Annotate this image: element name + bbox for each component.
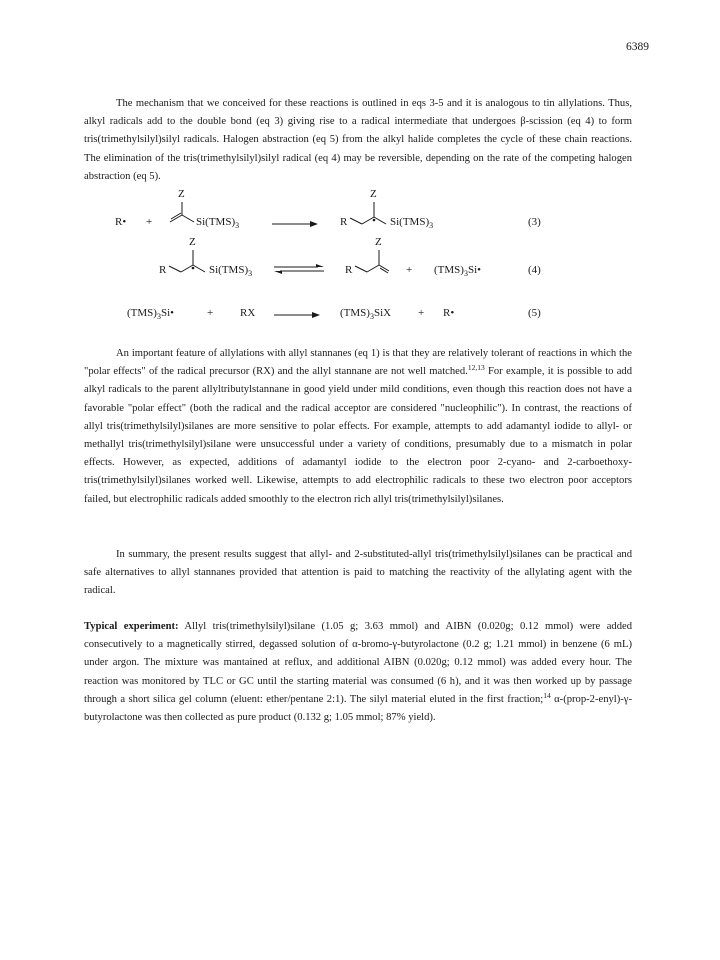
eq5-number: (5) — [528, 307, 541, 319]
page-number: 6389 — [626, 41, 649, 53]
citation-14: 14 — [543, 690, 551, 700]
eq3-number: (3) — [528, 216, 541, 228]
eq5-plus-1: + — [207, 307, 214, 319]
eq5-plus-2: + — [418, 307, 425, 319]
paragraph-summary: In summary, the present results suggest that allyl- and 2-substituted-allyl tris(trimethylsilyl)silanes can be practical and safe alternatives to allyl stannanes provided that attention is paid to matching the reactivity of the allylating agent with the radical. — [84, 549, 632, 597]
paragraph-polar-effects: An important feature of allylations with allyl stannanes (eq 1) is that they are relatively tolerant of reactions in which the "polar effects" of the radical precursor (RX) and the allyl stannane are not well matched.$^{12,13}$ For example, it is possible to add alkyl radicals to the parent allyltributylstannane in good yield under mild conditions, even though this reaction does not have a favorable "polar effect" (both the radical and the radical acceptor are considered "nucleophilic"). In contrast, the reactions of allyl tris(trimethylsilyl)silanes are more sensitive to polar effects. For example, attempts to add adamantyl iodide to allyl- or methallyl tris(trimethylsilyl)silane were unsuccessful under a variety of conditions, presumably due to a mismatch in polar effects. However, as expected, additions of adamantyl iodide to the electron poor 2-cyano- and 2-carboethoxy-tris(trimethylsilyl)silanes worked well. Likewise, attempts to add electrophilic radicals to these two electron poor acceptors failed, but electrophilic radicals added smoothly to the electron rich allyl tris(trimethylsilyl)silanes. — [84, 348, 632, 505]
experimental-heading: Typical experiment: — [84, 621, 179, 632]
eq5-product-silyl-halide: $(TMS)_3SiX$ — [340, 307, 392, 322]
eq4-reactant-z: Z — [189, 236, 196, 248]
eq3-radical: R• — [115, 216, 127, 228]
eq4-equilibrium-arrows — [274, 263, 324, 275]
eq4-reactant-r: R — [159, 264, 167, 276]
eq4-plus: + — [406, 264, 413, 276]
eq3-product-r: R — [340, 216, 348, 228]
eq3-forward-arrow — [272, 219, 318, 229]
eq4-product-z: Z — [375, 236, 382, 248]
eq5-reagent-silyl-radical: $(TMS)_3Si•$ — [127, 307, 174, 322]
eq4-product-silyl-radical: $(TMS)_3Si•$ — [434, 264, 481, 279]
alkene-product-structure — [353, 238, 393, 278]
paragraph-experimental: Typical experiment: Allyl tris(trimethylsilyl)silane (1.05 g; 3.63 mmol) and AIBN (0.020g; 0.12 mmol) were added consecutively to a magnetically stirred, degassed solution of α-bromo-γ-butyrolactone (0.2 g; 1.21 mmol) in benzene (6 mL) under argon. The mixture was mantained at reflux, and additional AIBN (0.020g; 0.12 mmol) was added every hour. The reaction was monitored by TLC or GC until the starting material was consumed (6 h), and it was then worked up by passage through a short silica gel column (eluent: ether/pentane 2:1). The silyl material eluted in the first fraction;$^{14}$ α-(prop-2-enyl)-γ-butyrolactone was then collected as pure product (0.132 g; 1.05 mmol; 87% yield). — [84, 621, 633, 724]
eq3-product-z: Z — [370, 188, 377, 200]
eq4-product-r: R — [345, 264, 353, 276]
eq5-product-radical: R• — [443, 307, 455, 319]
eq5-reagent-rx: RX — [240, 307, 256, 319]
eq4-reactant-silyl: $Si(TMS)_3$ — [209, 264, 253, 279]
eq4-number: (4) — [528, 264, 541, 276]
citation-12-13: 12,13 — [467, 363, 485, 373]
eq3-plus: + — [146, 216, 153, 228]
eq3-reagent-silyl: $Si(TMS)_3$ — [196, 216, 240, 231]
paragraph-mechanism: The mechanism that we conceived for these reactions is outlined in eqs 3-5 and it is analogous to tin allylations. Thus, alkyl radicals add to the double bond (eq 3) giving rise to a radical intermediate that undergoes β-scission (eq 4) to form tris(trimethylsilyl)silyl radicals. Halogen abstraction (eq 5) from the alkyl halide completes the cycle of these chain reactions. The elimination of the tris(trimethylsilyl)silyl radical (eq 4) may be reversible, depending on the rate of the competing halogen abstraction (eq 5). — [84, 98, 632, 182]
eq3-product-silyl: $Si(TMS)_3$ — [390, 216, 434, 231]
eq3-z-label: Z — [178, 188, 185, 200]
eq5-forward-arrow — [274, 310, 320, 320]
